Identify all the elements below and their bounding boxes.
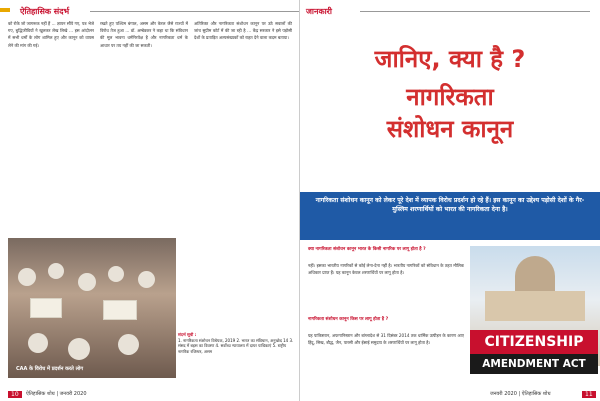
answer-1: नहीं। इसका भारतीय नागरिकों से कोई लेना-देना नहीं है। भारतीय नागरिकों को संविधान के तहत मौलिक अधिकार प्राप्त हैं। यह कानून केवल शरणार्थियों पर लागू होता है। bbox=[308, 263, 464, 276]
answer-2: यह पाकिस्तान, अफगानिस्तान और बांग्लादेश से 31 दिसंबर 2014 तक धार्मिक उत्पीड़न के कारण आए हिंदू, सिख, बौद्ध, जैन, पारसी और ईसाई समुदाय के शरणार्थियों पर लागू होता है। bbox=[308, 333, 464, 346]
right-page-number: 11 bbox=[582, 391, 596, 398]
caa-banner-line-1: CITIZENSHIP bbox=[470, 330, 598, 354]
references bbox=[178, 332, 294, 354]
header-rule bbox=[90, 11, 299, 12]
header-rule bbox=[360, 11, 590, 12]
left-column-2: रखते हुए पश्चिम बंगाल, असम और केरल जैसे राज्यों में विरोध तेज हुआ ... डॉ. अम्बेडकर ने कहा था कि संविधान की मूल भावना धर्मनिरपेक्ष है और नागरिकता धर्म के आधार पर तय नहीं की जा सकती। bbox=[100, 21, 188, 48]
right-page bbox=[300, 0, 600, 401]
left-page-header: ऐतिहासिक संदर्भ bbox=[20, 7, 70, 16]
question-1: क्या नागरिकता संशोधन कानून भारत के किसी नागरिक पर लागू होता है ? bbox=[308, 247, 426, 252]
question-2: नागरिकता संशोधन कानून किस पर लागू होता है ? bbox=[308, 317, 389, 322]
caa-banner-line-2: AMENDMENT ACT bbox=[482, 358, 586, 370]
title-line-3: संशोधन कानून bbox=[386, 115, 514, 143]
title-line-2: नागरिकता bbox=[406, 83, 494, 111]
intro-box: नागरिकता संशोधन कानून को लेकर पूरे देश में व्यापक विरोध प्रदर्शन हो रहे हैं। इस कानून का उद्देश्य पड़ोसी देशों के गैर-मुस्लिम शरणार्थियों को भारत की नागरिकता देना है। bbox=[300, 192, 600, 240]
title-line-1: जानिए, क्या है ? bbox=[374, 45, 526, 73]
references-list: 1. नागरिकता संशोधन विधेयक, 2019 2. भारत का संविधान, अनुच्छेद 14 3. संसद में बहस का विवरण 4. सर्वोच्च न्यायालय में दायर याचिकाएं 5. राष्ट्रीय नागरिक रजिस्टर, असम bbox=[178, 337, 294, 354]
caa-banner bbox=[470, 330, 598, 374]
header-bar bbox=[0, 8, 10, 12]
right-footer: जनवरी 2020 | ऐतिहासिक शोध bbox=[490, 391, 551, 397]
left-column-1: को रोके जो जागरूक नहीं हैं ... ज्ञापन सौंपे गए, पत्र भेजे गए, बुद्धिजीवियों ने खुलकर लेख लिखे ... इस आंदोलन में सभी धर्मों के लोग शामिल हुए और कानून को वापस लेने की मांग की गई। bbox=[8, 21, 94, 48]
references-title: संदर्भ सूची : bbox=[178, 332, 197, 337]
protest-photo bbox=[8, 238, 176, 378]
left-column-3: अतिरिक्त और नागरिकता संशोधन कानून पर उठे सवालों की जांच सुप्रीम कोर्ट में की जा रही है ... केंद्र सरकार ने इसे पड़ोसी देशों के प्रताड़ित अल्पसंख्यकों को राहत देने वाला कदम बताया। bbox=[194, 21, 292, 41]
left-page-number: 10 bbox=[8, 391, 22, 398]
photo-caption: CAA के विरोध में प्रदर्शन करते लोग bbox=[16, 366, 84, 372]
right-page-header: जानकारी bbox=[306, 7, 333, 16]
left-footer: ऐतिहासिक शोध | जनवरी 2020 bbox=[26, 391, 87, 397]
